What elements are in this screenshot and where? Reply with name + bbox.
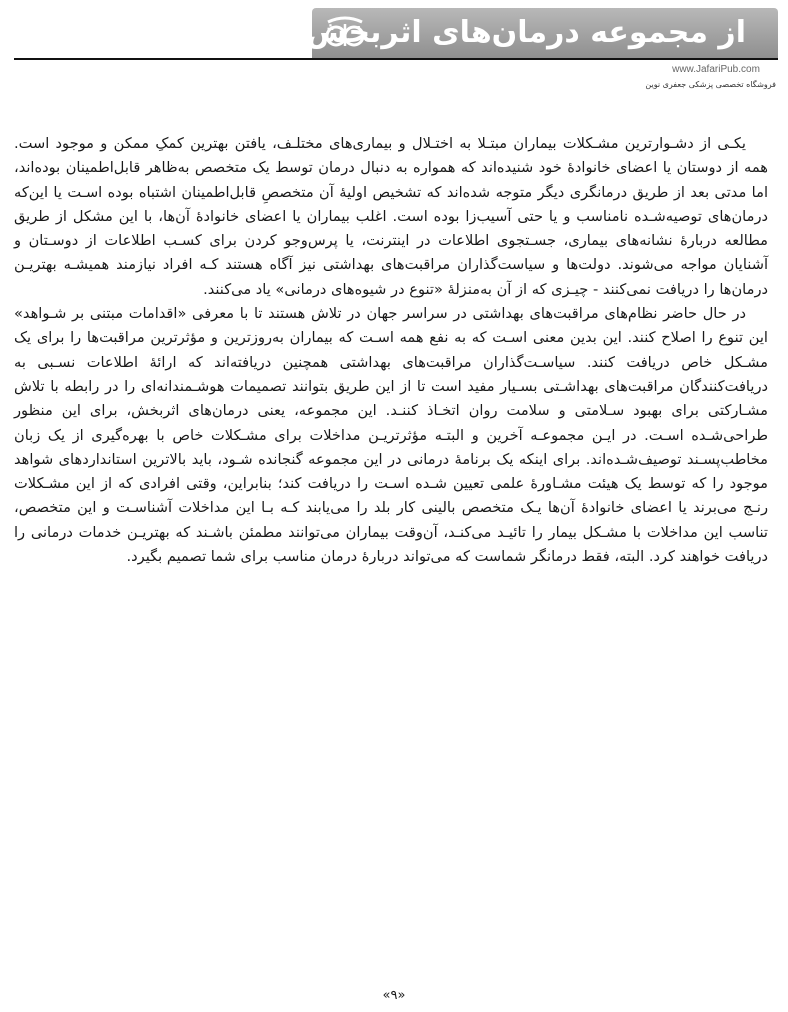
jafari-pub-logo-icon [322,14,368,52]
header-rule [14,58,778,60]
header-banner [306,8,778,58]
paragraph: یکـی از دشـوارترین مشـکلات بیماران مبتـلا به اختـلال و بیماری‌های مختلـف، یافتن بهترین کمکِ ممکن و موجود است. همه از دوستان یا اعضای خانوادهٔ خود شنیده‌اند که همواره به دنبال درمان توسط یک متخصص به‌ظاهر قابل‌اطمینان بوده‌اند، اما مدتی بعد از طریق درمانگری دیگر متوجه شده‌اند که تشخیص اولیهٔ آن متخصصِ قابل‌اطمینان اشتباه بوده اسـت یا این‌که درمان‌های توصیه‌شـده نامناسب و یا حتی آسیب‌زا بوده است. اغلب بیماران یا اعضای خانوادهٔ آن‌ها، با این مشکل از طریق مطالعه دربارهٔ نشانه‌های بیماری، جسـتجوی اطلاعات در اینترنت، یا پرس‌وجو کردن برای کسـب اطلاعات از دوسـتان و آشنایان مواجه می‌شوند. دولت‌ها و سیاست‌گذاران مراقبت‌های بهداشتی نیز آگاه هستند کـه افراد نیازمند همیشـه بهتریـن درمان‌ها را دریافت نمی‌کنند - چیـزی که از آن به‌منزلهٔ «تنوع در شیوه‌های درمانی» یاد می‌کنند. [14,135,768,298]
publisher-website: www.JafariPub.com [672,64,760,75]
page-number: «۹» [382,988,406,1003]
publisher-store-name: فروشگاه تخصصی پزشکی جعفری نوین [645,80,776,89]
series-title: از مجموعه درمان‌های اثربخش [306,15,746,50]
body-text [14,132,768,569]
paragraph: در حال حاضر نظام‌های مراقبت‌های بهداشتی در سراسر جهان در تلاش هستند تا با معرفی «اقدامات مبتنی بر شـواهد» این تنوع را اصلاح کنند. این بدین معنی اسـت که به نفع همه اسـت که بیماران به‌روزترین و مؤثرترین مراقبت‌ها را برای یک مشـکل خاص دریافت کنند. سیاسـت‌گذاران مراقبت‌های بهداشتی همچنین دریافته‌اند که ارائهٔ اطلاعات نسـبی به دریافت‌کنندگان مراقبت‌های بهداشـتی بسـیار مفید است تا از این طریق بتوانند تصمیمات هوشـمندانه‌ای را در رابطه با تلاش مشـارکتی برای بهبود سـلامتی و سلامت روان اتخـاذ کننـد. این مجموعه، یعنی درمان‌های اثربخش، برای این منظور طراحی‌شـده اسـت. در ایـن مجموعـه آخرین و البتـه مؤثرتریـن مداخلات برای مشـکلات خاص با بهره‌گیری از یک زبان مخاطب‌پسـند توصیف‌شـده‌اند. برای اینکه یک برنامهٔ درمانی در این مجموعه گنجانده شـود، باید بالاترین استانداردهای شواهد موجود را که توسط یک هیئت مشـاورهٔ علمی تعیین شـده اسـت را دریافت کند؛ بنابراین، وقتی افرادی که از این مشـکلات رنـج می‌برند یا اعضای خانوادهٔ آن‌ها یـک متخصص بالینی کار بلد را می‌یابند کـه بـا این مداخلات آشناسـت و این متخصص، تناسب این مداخلات با مشـکل بیمار را تائیـد می‌کنـد، آن‌وقت بیماران می‌توانند مطمئن باشـند که بهتریـن خدمات درمانی را دریافت خواهند کرد. البته، فقط درمانگر شماست که می‌تواند دربارهٔ درمان مناسب برای شما تصمیم بگیرد. [14,305,768,566]
